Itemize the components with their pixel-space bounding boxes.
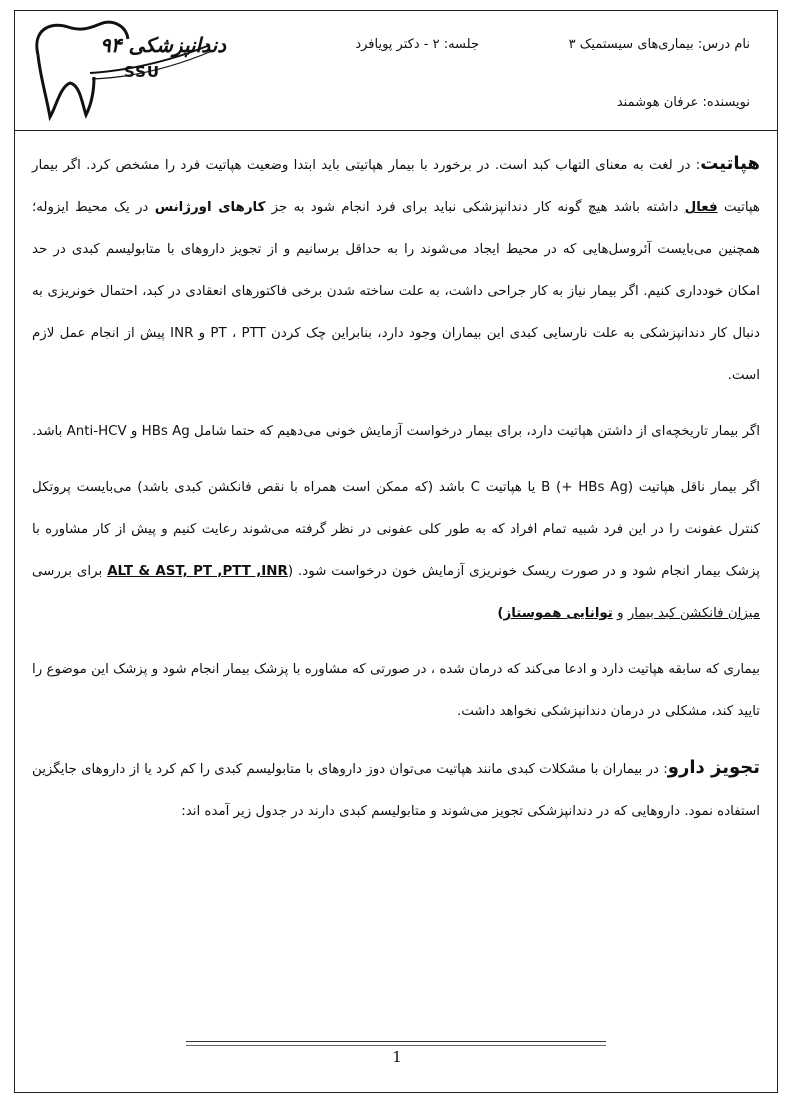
text-run: : در لغت به معنای التهاب کبد است. در برخورد با بیمار هپاتیتی باید ابتدا وضعیت هپاتیت فرد را مشخص کرد. اگر بیمار هپاتیت <box>32 158 760 215</box>
course-name: نام درس: بیماری‌های سیستمیک ۳ <box>568 37 750 52</box>
text-run: اگر بیمار ناقل هپاتیت B (+ HBs Ag) یا هپاتیت C باشد (که ممکن است همراه با نقص فانکشن کبدی باشد) می‌بایست پروتکل کنترل عفونت را در این فرد شبیه تمام افراد که به طور کلی عفونی در نظر گرفته می‌شوند رعایت کنیم و پیش از کار مشاوره با پزشک بیمار انجام شود و در صورت ریسک خونریزی آزمایش خون درخواست شود. ( <box>32 480 760 579</box>
keyword-emergency: کارهای اورژانس <box>154 200 266 215</box>
keyword-active: فعال <box>684 200 718 215</box>
paragraph-hepatitis-intro <box>32 143 760 397</box>
header-divider <box>14 130 778 131</box>
footer-divider <box>186 1041 606 1042</box>
text-run: ) <box>497 606 504 621</box>
hemostasis-phrase: توانایی هموستاز <box>503 606 613 621</box>
lab-tests: ALT & AST, PT ,PTT ,INR <box>107 564 288 579</box>
paragraph-drug-prescription <box>32 747 760 833</box>
page-number: 1 <box>392 1048 402 1066</box>
text-run: داشته باشد هیچ گونه کار دندانپزشکی نباید برای فرد انجام شود به جز <box>265 200 685 215</box>
text-run: در یک محیط ایزوله؛ همچنین می‌بایست آئروسل‌هایی که در محیط ایجاد می‌شوند را به حداقل برسانیم و از تجویز داروهای با متابولیسم کبدی در حد امکان خودداری کنیم. اگر بیمار نیاز به کار جراحی داشت، به علت ساخته شدن برخی فاکتورهای انعقادی در کبد، احتمال خونریزی به دنبال کار دندانپزشکی به علت نارسایی کبدی این بیماران وجود دارد، بنابراین چک کردن PT ، PTT و INR پیش از انجام عمل لازم است. <box>32 200 760 383</box>
liver-function-phrase: میزان فانکشن کبد بیمار <box>627 606 760 621</box>
writer-name: نویسنده: عرفان هوشمند <box>616 95 750 110</box>
document-body <box>32 143 760 833</box>
logo-ssu-text: SSU <box>124 63 161 81</box>
text-run: و <box>612 606 628 621</box>
session-info: جلسه: ۲ - دکتر پویافرد <box>355 37 479 52</box>
paragraph-carrier <box>32 467 760 635</box>
logo-title: دندانپزشکی ۹۴ <box>100 33 227 57</box>
paragraph-treated: بیماری که سابقه هپاتیت دارد و ادعا می‌کند که درمان شده ، در صورتی که مشاوره با پزشک بیمار انجام شود و پزشک این موضوع را تایید کند، مشکلی در درمان دندانپزشکی نخواهد داشت. <box>32 662 760 719</box>
ssu-dentistry-logo <box>30 15 230 125</box>
text-run: : در بیماران با مشکلات کبدی مانند هپاتیت می‌توان دوز داروهای با متابولیسم کبدی را کم کرد یا از داروهای جایگزین استفاده نمود. داروهایی که در دندانپزشکی تجویز می‌شوند و متابولیسم کبدی دارند در جدول زیر آمده اند: <box>32 762 760 819</box>
footer-divider-thin <box>186 1045 606 1046</box>
heading-hepatitis: هپاتیت <box>700 153 760 174</box>
paragraph-history: اگر بیمار تاریخچه‌ای از داشتن هپاتیت دارد، برای بیمار درخواست آزمایش خونی می‌دهیم که حتما شامل HBs Ag و Anti-HCV باشد. <box>32 424 760 439</box>
text-run: برای بررسی <box>32 564 108 579</box>
heading-drug-prescription: تجویز دارو <box>667 757 760 778</box>
